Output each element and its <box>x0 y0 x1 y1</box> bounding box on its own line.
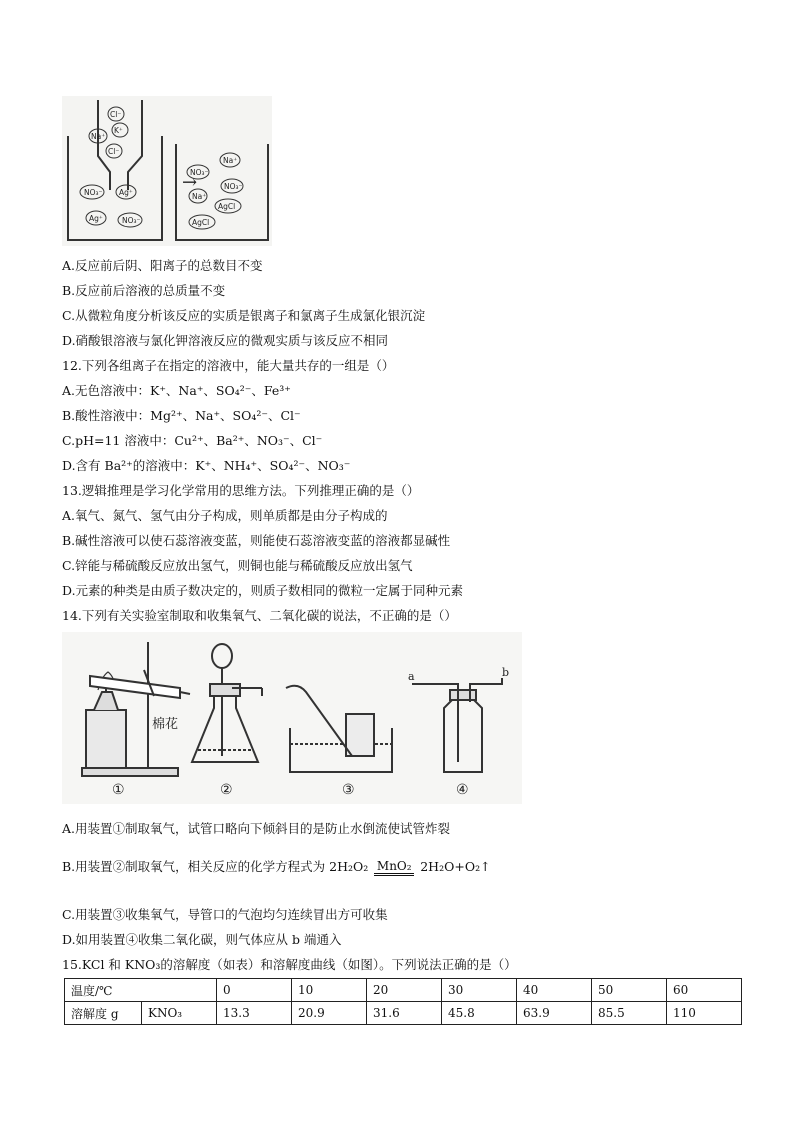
ion-label: NO₃⁻ <box>122 216 141 225</box>
ion-label: Cl⁻ <box>110 110 122 119</box>
apparatus-3-label: ③ <box>342 782 355 798</box>
apparatus-2-label: ② <box>220 782 233 798</box>
catalyst-condition <box>374 859 414 876</box>
q13-option-a: A.氧气、氮气、氢气由分子构成，则单质都是由分子构成的 <box>62 508 388 523</box>
ion-label: NO₃⁻ <box>190 168 209 177</box>
lab-apparatus-figure <box>62 632 522 804</box>
table-cell: 31.6 <box>367 1002 442 1025</box>
table-cell: 45.8 <box>442 1002 517 1025</box>
q11-option-c: C.从微粒角度分析该反应的实质是银离子和氯离子生成氯化银沉淀 <box>62 308 426 323</box>
q14-option-c: C.用装置③收集氧气，导管口的气泡均匀连续冒出方可收集 <box>62 907 388 922</box>
equation-equals-bar <box>374 873 414 876</box>
q14-option-b-prefix: B.用装置②制取氧气，相关反应的化学方程式为 2H₂O₂ <box>62 859 369 874</box>
ion-label: NO₃⁻ <box>84 188 103 197</box>
ion-reaction-figure <box>62 96 272 246</box>
q13-option-d: D.元素的种类是由质子数决定的，则质子数相同的微粒一定属于同种元素 <box>62 583 464 598</box>
catalyst-label: MnO₂ <box>376 859 412 873</box>
table-cell: 20.9 <box>292 1002 367 1025</box>
q14-stem: 14.下列有关实验室制取和收集氧气、二氧化碳的说法，不正确的是（） <box>62 608 457 623</box>
table-cell: 60 <box>667 979 742 1002</box>
ion-label: Na⁺ <box>192 192 207 201</box>
q13-option-c: C.锌能与稀硫酸反应放出氢气，则铜也能与稀硫酸反应放出氢气 <box>62 558 413 573</box>
q13-stem: 13.逻辑推理是学习化学常用的思维方法。下列推理正确的是（） <box>62 483 420 498</box>
table-row <box>65 1002 742 1025</box>
solubility-table <box>64 978 742 1025</box>
ion-label: AgCl <box>192 218 210 227</box>
table-cell: 40 <box>517 979 592 1002</box>
tube-b-label: b <box>502 666 510 679</box>
q14-option-b <box>62 858 491 876</box>
cotton-label: 棉花 <box>152 717 179 732</box>
q12-option-c: C.pH=11 溶液中：Cu²⁺、Ba²⁺、NO₃⁻、Cl⁻ <box>62 433 323 448</box>
ion-label: AgCl <box>218 202 236 211</box>
q14-option-d: D.如用装置④收集二氧化碳，则气体应从 b 端通入 <box>62 932 342 947</box>
table-header-cell: 温度/℃ <box>65 979 217 1002</box>
table-header-cell: KNO₃ <box>142 1002 217 1025</box>
table-cell: 110 <box>667 1002 742 1025</box>
table-cell: 85.5 <box>592 1002 667 1025</box>
table-header-cell: 溶解度 g <box>65 1002 142 1025</box>
table-cell: 13.3 <box>217 1002 292 1025</box>
ion-label: NO₃⁻ <box>224 182 243 191</box>
tube-a-label: a <box>408 670 415 683</box>
q15-stem: 15.KCl 和 KNO₃的溶解度（如表）和溶解度曲线（如图）。下列说法正确的是（） <box>62 957 517 972</box>
ion-label: K⁺ <box>114 126 123 135</box>
q12-option-d: D.含有 Ba²⁺的溶液中：K⁺、NH₄⁺、SO₄²⁻、NO₃⁻ <box>62 458 351 473</box>
q14-option-a: A.用装置①制取氧气，试管口略向下倾斜目的是防止水倒流使试管炸裂 <box>62 821 451 836</box>
q13-option-b: B.碱性溶液可以使石蕊溶液变蓝，则能使石蕊溶液变蓝的溶液都显碱性 <box>62 533 451 548</box>
q11-option-b: B.反应前后溶液的总质量不变 <box>62 283 226 298</box>
table-cell: 10 <box>292 979 367 1002</box>
apparatus-1-label: ① <box>112 782 125 798</box>
table-cell: 63.9 <box>517 1002 592 1025</box>
q14-option-b-suffix: 2H₂O+O₂↑ <box>420 859 491 874</box>
ion-label: Ag⁺ <box>119 188 133 197</box>
ion-label: Ag⁺ <box>89 214 103 223</box>
ion-label: Na⁺ <box>223 156 238 165</box>
q11-option-d: D.硝酸银溶液与氯化钾溶液反应的微观实质与该反应不相同 <box>62 333 389 348</box>
ion-label: Na⁺ <box>91 132 106 141</box>
q12-option-b: B.酸性溶液中：Mg²⁺、Na⁺、SO₄²⁻、Cl⁻ <box>62 408 301 423</box>
table-cell: 30 <box>442 979 517 1002</box>
reaction-arrow: → <box>182 172 198 193</box>
table-cell: 0 <box>217 979 292 1002</box>
table-row <box>65 979 742 1002</box>
q11-option-a: A.反应前后阴、阳离子的总数目不变 <box>62 258 263 273</box>
q12-stem: 12.下列各组离子在指定的溶液中，能大量共存的一组是（） <box>62 358 395 373</box>
apparatus-4-label: ④ <box>456 782 469 798</box>
table-cell: 20 <box>367 979 442 1002</box>
ion-label: Cl⁻ <box>108 147 120 156</box>
q12-option-a: A.无色溶液中：K⁺、Na⁺、SO₄²⁻、Fe³⁺ <box>62 383 291 398</box>
table-cell: 50 <box>592 979 667 1002</box>
